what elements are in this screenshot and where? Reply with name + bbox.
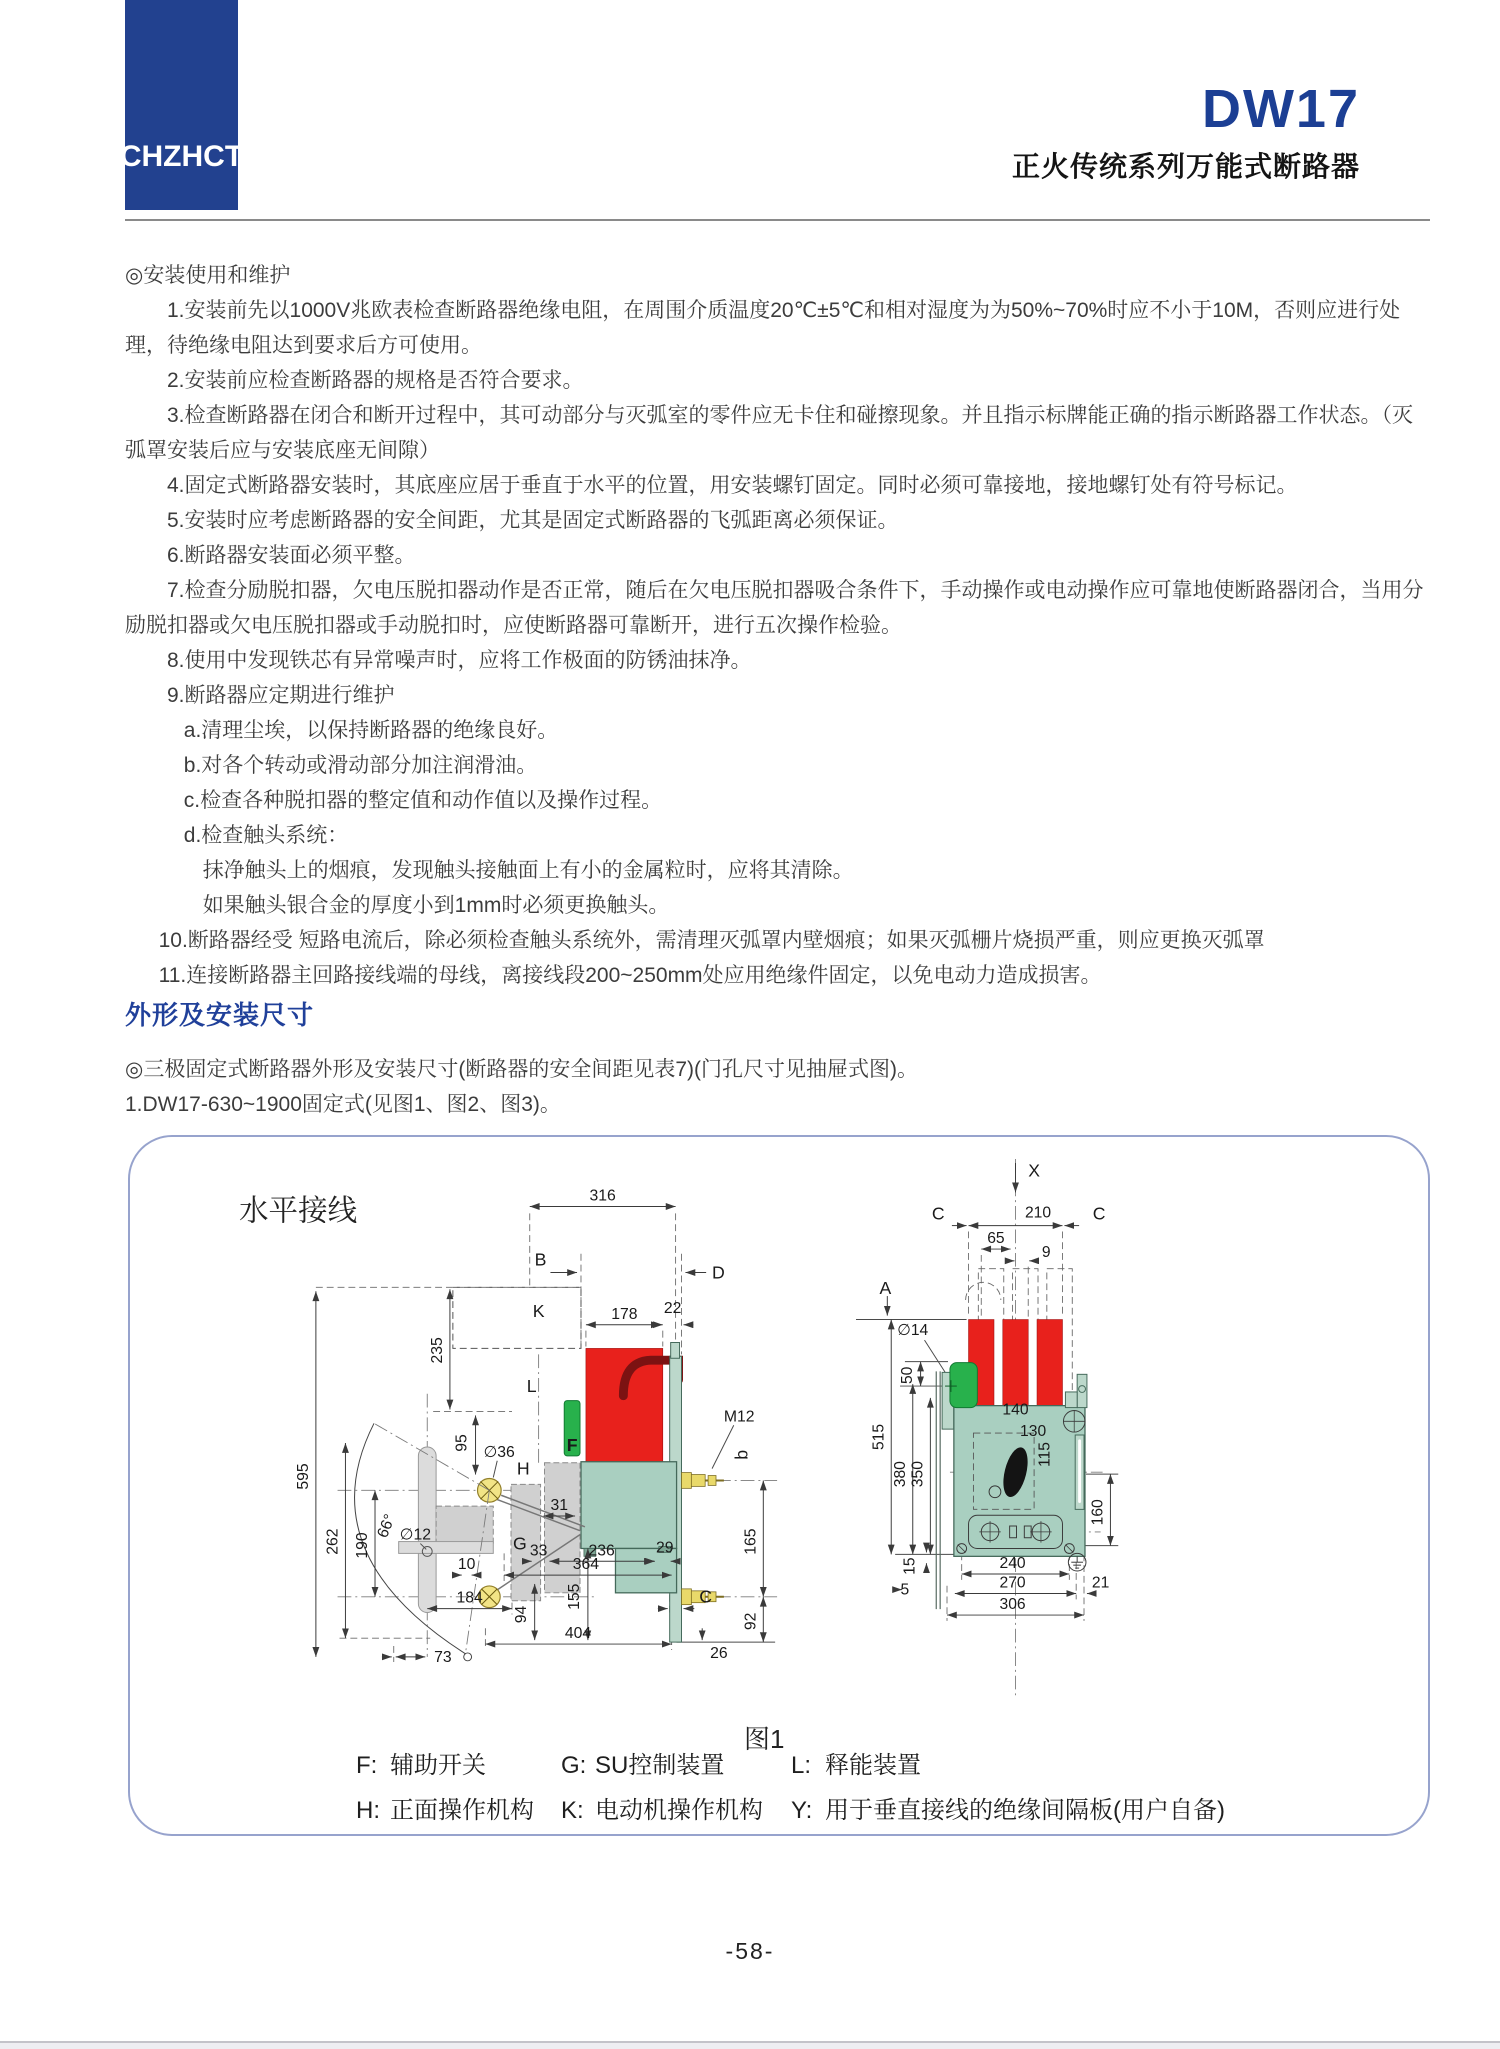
header-brand — [1011, 79, 1360, 185]
legend-label: 电动机操作机构 — [595, 1797, 763, 1824]
dim-G: G — [512, 1533, 527, 1554]
legend-item-k — [561, 1790, 791, 1825]
brand-logo-box — [119, 0, 244, 210]
left-drawing-title: 水平接线 — [239, 1194, 358, 1228]
dim-10: 10 — [457, 1556, 476, 1574]
dim-140: 140 — [1002, 1401, 1029, 1419]
legend-item-f — [356, 1745, 561, 1780]
dim-5: 5 — [900, 1581, 910, 1599]
legend-key: F: — [356, 1752, 378, 1779]
dim-190: 190 — [354, 1532, 372, 1559]
maintenance-subitem: a.清理尘埃，以保持断路器的绝缘良好。 — [183, 719, 559, 742]
dim-26: 26 — [710, 1644, 728, 1662]
dim-C: C — [699, 1586, 713, 1607]
legend-label: 辅助开关 — [390, 1752, 486, 1779]
figure-legend — [356, 1745, 1225, 1825]
maintenance-item: 10.断路器经受 短路电流后，除必须检查触头系统外，需清理灭弧罩内壁烟痕；如果灭弧栅片烧损严重，则应更换灭弧罩 — [158, 929, 1265, 952]
dim-380: 380 — [891, 1461, 909, 1488]
legend-label: 释能装置 — [825, 1752, 921, 1779]
dim-160: 160 — [1089, 1499, 1107, 1526]
dim-316: 316 — [589, 1187, 616, 1205]
section-intro: ◎三极固定式断路器外形及安装尺寸(断路器的安全间距见表7)(门孔尺寸见抽屉式图)。 — [125, 1058, 918, 1081]
dim-115: 115 — [1036, 1442, 1054, 1468]
dim-B: B — [534, 1249, 547, 1270]
dim-130: 130 — [1020, 1422, 1047, 1440]
dim-165: 165 — [742, 1528, 760, 1555]
section-intro: 1.DW17-630~1900固定式(见图1、图2、图3)。 — [125, 1093, 561, 1116]
dim-515: 515 — [870, 1423, 888, 1451]
legend-item-g — [561, 1745, 791, 1780]
label-f: F — [566, 1434, 578, 1455]
maintenance-item: 5.安装时应考虑断路器的安全间距，尤其是固定式断路器的飞弧距离必须保证。 — [167, 509, 899, 532]
dim-X: X — [1028, 1160, 1040, 1181]
dim-dia36: ∅36 — [483, 1443, 515, 1461]
dim-H: H — [516, 1458, 530, 1479]
maintenance-item: 4.固定式断路器安装时，其底座应居于垂直于水平的位置，用安装螺钉固定。同时必须可靠接地，接地螺钉处有符号标记。 — [167, 474, 1298, 497]
arc-chute — [586, 1348, 679, 1461]
maintenance-subitem: c.检查各种脱扣器的整定值和动作值以及操作过程。 — [183, 789, 663, 812]
dim-94: 94 — [512, 1605, 530, 1624]
maintenance-subitem: 如果触头银合金的厚度小到1mm时必须更换触头。 — [202, 894, 670, 917]
legend-label: 用于垂直接线的绝缘间隔板(用户自备) — [825, 1797, 1225, 1824]
dim-404: 404 — [564, 1625, 592, 1643]
legend-key: G: — [561, 1752, 587, 1779]
dim-D: D — [712, 1262, 725, 1283]
maintenance-item: 2.安装前应检查断路器的规格是否符合要求。 — [167, 369, 584, 392]
legend-key: Y: — [791, 1797, 813, 1824]
dim-9: 9 — [1041, 1243, 1051, 1261]
maintenance-subitem: b.对各个转动或滑动部分加注润滑油。 — [183, 754, 538, 777]
dim-33: 33 — [529, 1542, 548, 1560]
dim-L: L — [526, 1375, 537, 1396]
maintenance-item: 9.断路器应定期进行维护 — [167, 684, 395, 707]
dim-92: 92 — [742, 1612, 760, 1631]
legend-label: SU控制装置 — [595, 1752, 725, 1779]
maintenance-subitem: d.检查触头系统： — [183, 824, 349, 847]
auxiliary-switch-f — [564, 1401, 580, 1456]
dim-210: 210 — [1024, 1204, 1052, 1222]
dim-31: 31 — [550, 1497, 569, 1515]
dim-dia14: ∅14 — [897, 1322, 929, 1340]
dim-364: 364 — [572, 1556, 600, 1574]
dim-155: 155 — [566, 1583, 584, 1610]
maintenance-item: 3.检查断路器在闭合和断开过程中，其可动部分与灭弧室的零件应无卡住和碰擦现象。并且指示标牌能正确的指示断路器工作状态。（灭弧罩安装后应与安装底座无间隙） — [125, 404, 1414, 462]
maintenance-subitem: 抹净触头上的烟痕，发现触头接触面上有小的金属粒时，应将其清除。 — [202, 859, 854, 882]
maintenance-item: 1.安装前先以1000V兆欧表检查断路器绝缘电阻，在周围介质温度20℃±5℃和相对湿度为为50%~70%时应不小于10M，否则应进行处理，待绝缘电阻达到要求后方可使用。 — [125, 299, 1401, 357]
terminal-bolts — [682, 1473, 724, 1605]
green-button — [945, 1363, 977, 1408]
maintenance-section — [125, 258, 1432, 993]
motor-mechanism-k-outline — [453, 1287, 581, 1348]
dim-262: 262 — [324, 1528, 342, 1555]
dim-350: 350 — [909, 1461, 927, 1488]
page-number: -58- — [725, 1938, 775, 1964]
maintenance-item: 11.连接断路器主回路接线端的母线，离接线段200~250mm处应用绝缘件固定，以免电动力造成损害。 — [158, 964, 1102, 987]
dim-29: 29 — [655, 1539, 674, 1557]
dim-50: 50 — [898, 1366, 916, 1385]
dim-K: K — [532, 1300, 545, 1321]
legend-item-h — [356, 1790, 561, 1825]
legend-item-l — [791, 1745, 1225, 1780]
dim-66deg: 66° — [374, 1511, 399, 1541]
figure1-box — [128, 1135, 1430, 1836]
dim-236: 236 — [588, 1542, 615, 1560]
product-model: DW17 — [1201, 79, 1360, 139]
dim-21: 21 — [1091, 1574, 1110, 1592]
product-series-subtitle: 正火传统系列万能式断路器 — [1011, 151, 1360, 182]
dim-15: 15 — [901, 1557, 919, 1575]
dim-dia12: ∅12 — [399, 1526, 432, 1544]
dim-A: A — [879, 1278, 892, 1299]
maintenance-item: 6.断路器安装面必须平整。 — [167, 544, 416, 567]
dim-240: 240 — [999, 1555, 1026, 1573]
terminal-busbars — [969, 1320, 1063, 1406]
maintenance-item: 8.使用中发现铁芯有异常噪声时，应将工作极面的防锈油抹净。 — [167, 649, 752, 672]
figure1-side-view-drawing — [172, 1159, 852, 1662]
legend-item-y — [791, 1790, 1225, 1825]
dim-235: 235 — [429, 1337, 447, 1364]
dim-M12: M12 — [723, 1408, 755, 1426]
maintenance-heading: ◎安装使用和维护 — [125, 264, 291, 287]
dim-95: 95 — [453, 1434, 471, 1452]
figure1-front-view-drawing — [856, 1151, 1404, 1719]
dim-65: 65 — [987, 1230, 1005, 1248]
dimensions-section — [125, 995, 1432, 1122]
dim-178: 178 — [611, 1305, 638, 1323]
maintenance-item: 7.检查分励脱扣器，欠电压脱扣器动作是否正常，随后在欠电压脱扣器吸合条件下，手动操作或电动操作应可靠地使断路器闭合，当用分励脱扣器或欠电压脱扣器或手动脱扣时，应使断路器可靠断开，进行五次操作检验。 — [125, 579, 1424, 637]
legend-key: H: — [356, 1797, 380, 1824]
header-divider — [125, 219, 1430, 221]
dim-595: 595 — [295, 1463, 312, 1490]
dim-184: 184 — [456, 1589, 483, 1607]
page-bottom-strip — [0, 2041, 1500, 2049]
legend-key: K: — [561, 1797, 584, 1824]
dim-C-right: C — [1092, 1203, 1106, 1224]
figure-caption: 图1 — [744, 1724, 785, 1754]
dim-C-left: C — [931, 1203, 945, 1224]
dim-b: b — [731, 1449, 752, 1460]
dim-22: 22 — [663, 1299, 682, 1317]
brand-logo: CHZHCT — [119, 140, 244, 173]
dim-270: 270 — [999, 1574, 1026, 1592]
legend-key: L: — [791, 1752, 812, 1779]
legend-label: 正面操作机构 — [390, 1797, 534, 1824]
dim-306: 306 — [999, 1596, 1026, 1614]
section-heading: 外形及安装尺寸 — [125, 1000, 315, 1030]
dim-73: 73 — [434, 1648, 452, 1662]
